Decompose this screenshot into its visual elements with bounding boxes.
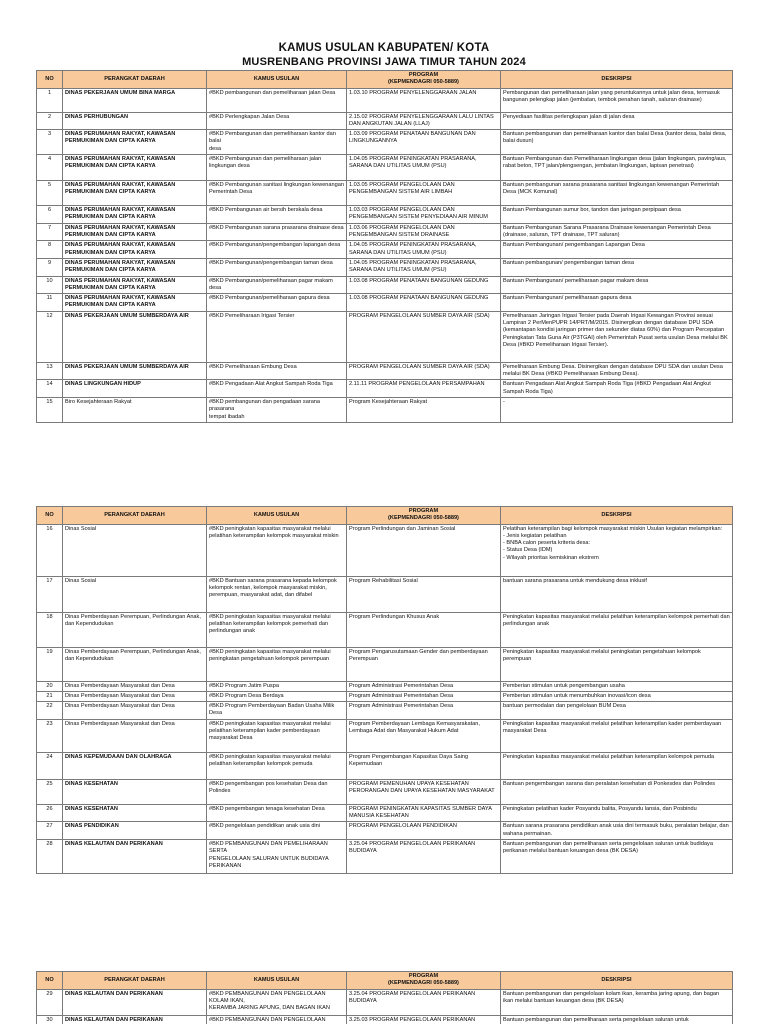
table-row xyxy=(37,88,733,112)
perangkat-daerah-cell: DINAS PEKERJAAN UMUM SUMBERDAYA AIR xyxy=(63,362,207,380)
table-row xyxy=(37,223,733,241)
kamus-usulan-cell: #BKD Pemeliharaan Embung Desa xyxy=(207,362,347,380)
deskripsi-cell: Bantuan pengembangan sarana dan peralatan kesehatan di Ponkesdes dan Polindes xyxy=(501,779,733,804)
deskripsi-cell: Bantuan Pengadaan Alat Angkut Sampah Roda Tiga (#BKD Pengadaan Alat Angkut Sampah Roda Tiga) xyxy=(501,380,733,398)
deskripsi-cell: Pemeliharaan Jaringan Irigasi Tersier pada Daerah Irigasi Kewangan Provinsi sesuai Lampiran 2 PerMenPUPR 14/PRT/M/2015. Disinergikan dengan database DPU SDA (kemantapan kondisi jaringan primer dan sekunder diatas 60%) dan Program Percepatan Peningkatan Tata Guna Air (P3TGAI) oleh Pemerintah Pusat serta usulan Desa melalui BK Desa (#BKD Pemeliharaan Irigasi Tersier). xyxy=(501,311,733,362)
deskripsi-cell: Bantuan pembangunan dan pemeliharaan kantor dan balai Desa (kantor desa, balai desa, balai dusun) xyxy=(501,130,733,155)
program-cell: 1.03.08 PROGRAM PENATAAN BANGUNAN GEDUNG xyxy=(347,294,501,312)
program-cell: 1.03.09 PROGRAM PENATAAN BANGUNAN DAN LINGKUNGANNYA xyxy=(347,130,501,155)
header-deskripsi: DESKRIPSI xyxy=(501,71,733,89)
no-cell: 23 xyxy=(37,719,63,752)
table-row xyxy=(37,206,733,224)
table-header-row xyxy=(37,71,733,89)
table-row xyxy=(37,112,733,130)
no-cell: 22 xyxy=(37,702,63,720)
deskripsi-cell: bantuan sarana prasarana untuk mendukung desa inklusif xyxy=(501,576,733,612)
program-cell: PROGRAM PENINGKATAN KAPASITAS SUMBER DAYA MANUSIA KESEHATAN xyxy=(347,804,501,822)
kamus-usulan-cell: #BKD peningkatan kapasitas masyarakat melalui pelatihan keterampilan kader pemberdayaan masyarakat Desa xyxy=(207,719,347,752)
header-no: NO xyxy=(37,71,63,89)
kamus-usulan-cell: #BKD peningkatan kapasitas masyarakat melalui pelatihan keterampilan kelompok masyarakat miskin xyxy=(207,524,347,576)
kamus-usulan-cell: #BKD Pembangunan/pengembangan taman desa xyxy=(207,258,347,276)
deskripsi-cell: - xyxy=(501,397,733,422)
no-cell: 15 xyxy=(37,397,63,422)
table-row xyxy=(37,752,733,779)
no-cell: 12 xyxy=(37,311,63,362)
table-row xyxy=(37,612,733,647)
kamus-usulan-cell: #BKD Pembangunan sanitasi lingkungan kewenangan Pemerintah Desa xyxy=(207,181,347,206)
no-cell: 13 xyxy=(37,362,63,380)
program-cell: Program Pengembangan Kapasitas Daya Saing Kepemudaan xyxy=(347,752,501,779)
program-cell: 1.03.10 PROGRAM PENYELENGGARAAN JALAN xyxy=(347,88,501,112)
perangkat-daerah-cell: DINAS PERUMAHAN RAKYAT, KAWASAN PERMUKIMAN DAN CIPTA KARYA xyxy=(63,241,207,259)
kamus-usulan-cell: #BKD pengelolaan pendidikan anak usia dini xyxy=(207,822,347,840)
no-cell: 18 xyxy=(37,612,63,647)
kamus-usulan-cell: #BKD peningkatan kapasitas masyarakat melalui peningkatan pengetahuan kelompok perempuan xyxy=(207,647,347,681)
program-cell: Program Pemberdayaan Lembaga Kemasyarakatan, Lembaga Adat dan Masyarakat Hukum Adat xyxy=(347,719,501,752)
header-no: NO xyxy=(37,507,63,525)
perangkat-daerah-cell: Biro Kesejahteraan Rakyat xyxy=(63,397,207,422)
no-cell: 5 xyxy=(37,181,63,206)
header-deskripsi: DESKRIPSI xyxy=(501,507,733,525)
program-cell: 1.04.05 PROGRAM PENINGKATAN PRASARANA, SARANA DAN UTILITAS UMUM (PSU) xyxy=(347,258,501,276)
perangkat-daerah-cell: DINAS KEPEMUDAAN DAN OLAHRAGA xyxy=(63,752,207,779)
header-perangkat-daerah: PERANGKAT DAERAH xyxy=(63,507,207,525)
kamus-usulan-cell: #BKD pengembangan pos kesehatan Desa dan Polindes xyxy=(207,779,347,804)
deskripsi-cell: Bantuan Pembangunan dan Pemeliharaan lingkungan desa (jalan lingkungan, paving/aus, rabat beton, TPT jalan/plengsengan, jembatan lingkungan, lapisan penetrasi) xyxy=(501,155,733,181)
no-cell: 27 xyxy=(37,822,63,840)
header-program: PROGRAM (KEPMENDAGRI 050-5889) xyxy=(347,507,501,525)
program-cell: PROGRAM PENGELOLAAN SUMBER DAYA AIR (SDA) xyxy=(347,362,501,380)
table-row xyxy=(37,822,733,840)
no-cell: 24 xyxy=(37,752,63,779)
table-row xyxy=(37,576,733,612)
no-cell: 16 xyxy=(37,524,63,576)
deskripsi-cell: Pelatihan keterampilan bagi kelompok masyarakat miskin Usulan kegiatan melampirkan: - Jenis kegiatan pelatihan - BNBA calon peserta kriteria desa: - Status Desa (IDM) - Wilayah prioritas kemiskinan ekstrem xyxy=(501,524,733,576)
deskripsi-cell: Peningkatan pelatihan kader Posyandu balita, Posyandu lansia, dan Posbindu xyxy=(501,804,733,822)
kamus-usulan-cell: #BKD Pembangunan sarana prasarana drainase desa xyxy=(207,223,347,241)
perangkat-daerah-cell: DINAS PERUMAHAN RAKYAT, KAWASAN PERMUKIMAN DAN CIPTA KARYA xyxy=(63,258,207,276)
table-row xyxy=(37,1015,733,1024)
kamus-usulan-cell: #BKD pengembangan tenaga kesehatan Desa xyxy=(207,804,347,822)
kamus-usulan-cell: #BKD PEMBANGUNAN DAN PENGELOLAAN xyxy=(207,1015,347,1024)
header-kamus-usulan: KAMUS USULAN xyxy=(207,507,347,525)
deskripsi-cell: Bantuan pembangunan sarana prasarana sanitasi lingkungan kewenangan Pemerintah Desa (MCK Komunal) xyxy=(501,181,733,206)
no-cell: 17 xyxy=(37,576,63,612)
program-cell: Program Administrasi Pemerintahan Desa xyxy=(347,691,501,701)
program-cell: PROGRAM PENGELOLAAN PENDIDIKAN xyxy=(347,822,501,840)
deskripsi-cell: Bantuan Pembangunan/ pemeliharaan gapura desa xyxy=(501,294,733,312)
perangkat-daerah-cell: Dinas Pemberdayaan Perempuan, Perlindungan Anak, dan Kependudukan xyxy=(63,612,207,647)
no-cell: 7 xyxy=(37,223,63,241)
program-cell: Program Administrasi Pemerintahan Desa xyxy=(347,681,501,691)
no-cell: 28 xyxy=(37,839,63,873)
no-cell: 4 xyxy=(37,155,63,181)
program-cell: 1.03.06 PROGRAM PENGELOLAAN DAN PENGEMBANGAN SISTEM DRAINASE xyxy=(347,223,501,241)
header-perangkat-daerah: PERANGKAT DAERAH xyxy=(63,71,207,89)
table-header-row xyxy=(37,972,733,990)
no-cell: 9 xyxy=(37,258,63,276)
kamus-table-3 xyxy=(36,971,733,1024)
table-row xyxy=(37,276,733,294)
perangkat-daerah-cell: DINAS PERUMAHAN RAKYAT, KAWASAN PERMUKIMAN DAN CIPTA KARYA xyxy=(63,181,207,206)
deskripsi-cell: Bantuan pembangunan dan pengelolaan kolam ikan, keramba jaring apung, dan bagan ikan melalui bantuan keuangan desa (BK DESA) xyxy=(501,989,733,1015)
program-cell: 3.25.04 PROGRAM PENGELOLAAN PERIKANAN BUDIDAYA xyxy=(347,989,501,1015)
perangkat-daerah-cell: DINAS KELAUTAN DAN PERIKANAN xyxy=(63,1015,207,1024)
table-row xyxy=(37,779,733,804)
table-row xyxy=(37,839,733,873)
deskripsi-cell: Bantuan pembangunan dan pemeliharaan serta pengelolaan saluran untuk budidaya perikanan melalui bantuan keuangan desa (BK DESA) xyxy=(501,839,733,873)
perangkat-daerah-cell: Dinas Pemberdayaan Masyarakat dan Desa xyxy=(63,719,207,752)
kamus-usulan-cell: #BKD Bantuan sarana prasarana kepada kelompok kelompok rentan, kelompok masyarakat miskin, perempuan, masyarakat adat, dan difabel xyxy=(207,576,347,612)
no-cell: 25 xyxy=(37,779,63,804)
perangkat-daerah-cell: DINAS PEKERJAAN UMUM SUMBERDAYA AIR xyxy=(63,311,207,362)
table-row xyxy=(37,362,733,380)
table-row xyxy=(37,804,733,822)
program-cell: 3.25.04 PROGRAM PENGELOLAAN PERIKANAN BUDIDAYA xyxy=(347,839,501,873)
header-program: PROGRAM (KEPMENDAGRI 050-5889) xyxy=(347,972,501,990)
table-row xyxy=(37,181,733,206)
deskripsi-cell: Bantuan pembangunan/ pengembangan taman desa xyxy=(501,258,733,276)
perangkat-daerah-cell: DINAS PENDIDIKAN xyxy=(63,822,207,840)
perangkat-daerah-cell: Dinas Pemberdayaan Perempuan, Perlindungan Anak, dan Kependudukan xyxy=(63,647,207,681)
perangkat-daerah-cell: DINAS PERHUBUNGAN xyxy=(63,112,207,130)
no-cell: 20 xyxy=(37,681,63,691)
program-cell: 1.03.03 PROGRAM PENGELOLAAN DAN PENGEMBANGAN SISTEM PENYEDIAAN AIR MINUM xyxy=(347,206,501,224)
perangkat-daerah-cell: DINAS KELAUTAN DAN PERIKANAN xyxy=(63,989,207,1015)
perangkat-daerah-cell: Dinas Pemberdayaan Masyarakat dan Desa xyxy=(63,691,207,701)
no-cell: 10 xyxy=(37,276,63,294)
kamus-table-2 xyxy=(36,506,733,874)
kamus-usulan-cell: #BKD Program Pemberdayaan Badan Usaha Milik Desa xyxy=(207,702,347,720)
kamus-usulan-cell: #BKD Pembangunan dan pemeliharaan kantor dan balai desa xyxy=(207,130,347,155)
perangkat-daerah-cell: DINAS PERUMAHAN RAKYAT, KAWASAN PERMUKIMAN DAN CIPTA KARYA xyxy=(63,130,207,155)
kamus-usulan-cell: #BKD Perlengkapan Jalan Desa xyxy=(207,112,347,130)
table-row xyxy=(37,294,733,312)
table-row xyxy=(37,258,733,276)
program-cell: Program Kesejahteraan Rakyat xyxy=(347,397,501,422)
program-cell: Program Perlindungan dan Jaminan Sosial xyxy=(347,524,501,576)
kamus-usulan-cell: #BKD Program Jatim Puspa xyxy=(207,681,347,691)
program-cell: 1.04.05 PROGRAM PENINGKATAN PRASARANA, SARANA DAN UTILITAS UMUM (PSU) xyxy=(347,155,501,181)
no-cell: 1 xyxy=(37,88,63,112)
deskripsi-cell: Pemeliharaan Embung Desa. Disinergikan dengan database DPU SDA dan usulan Desa melalui BK Desa (#BKD Pemeliharaan Embung Desa). xyxy=(501,362,733,380)
no-cell: 3 xyxy=(37,130,63,155)
no-cell: 30 xyxy=(37,1015,63,1024)
perangkat-daerah-cell: DINAS PEKERJAAN UMUM BINA MARGA xyxy=(63,88,207,112)
program-cell: 1.03.05 PROGRAM PENGELOLAAN DAN PENGEMBANGAN SISTEM AIR LIMBAH xyxy=(347,181,501,206)
perangkat-daerah-cell: DINAS PERUMAHAN RAKYAT, KAWASAN PERMUKIMAN DAN CIPTA KARYA xyxy=(63,223,207,241)
deskripsi-cell: Pemberian stimulan untuk pengembangan usaha xyxy=(501,681,733,691)
table-row xyxy=(37,311,733,362)
program-cell: 1.04.05 PROGRAM PENINGKATAN PRASARANA, SARANA DAN UTILITAS UMUM (PSU) xyxy=(347,241,501,259)
perangkat-daerah-cell: Dinas Sosial xyxy=(63,524,207,576)
program-cell: PROGRAM PENGELOLAAN SUMBER DAYA AIR (SDA) xyxy=(347,311,501,362)
deskripsi-cell: Bantuan Pembangunan Sarana Prasarana Drainase kewenangan Pemerintah Desa (drainase, saluran, TPT drainase, TPT saluran) xyxy=(501,223,733,241)
perangkat-daerah-cell: Dinas Pemberdayaan Masyarakat dan Desa xyxy=(63,681,207,691)
deskripsi-cell: Bantuan Pembangunan/ pemeliharaan pagar makam desa xyxy=(501,276,733,294)
no-cell: 11 xyxy=(37,294,63,312)
kamus-usulan-cell: #BKD Pembangunan dan pemeliharaan jalan lingkungan desa xyxy=(207,155,347,181)
table-row xyxy=(37,647,733,681)
header-kamus-usulan: KAMUS USULAN xyxy=(207,972,347,990)
table-row xyxy=(37,241,733,259)
document-subtitle: MUSRENBANG PROVINSI JAWA TIMUR TAHUN 2024 xyxy=(242,56,526,68)
no-cell: 21 xyxy=(37,691,63,701)
perangkat-daerah-cell: DINAS PERUMAHAN RAKYAT, KAWASAN PERMUKIMAN DAN CIPTA KARYA xyxy=(63,276,207,294)
deskripsi-cell: Peningkatan kapasitas masyarakat melalui peningkatan pengetahuan kelompok perempuan xyxy=(501,647,733,681)
table-header-row xyxy=(37,507,733,525)
deskripsi-cell: Peningkatan kapasitas masyarakat melalui pelatihan keterampilan kader pemberdayaan masyarakat Desa xyxy=(501,719,733,752)
deskripsi-cell: Peningkatan kapasitas masyarakat melalui pelatihan keterampilan kelompok pemerhati dan perlindungan anak xyxy=(501,612,733,647)
deskripsi-cell: bantuan permodalan dan pengelolaan BUM Desa xyxy=(501,702,733,720)
kamus-usulan-cell: #BKD Pembangunan air bersih berskala desa xyxy=(207,206,347,224)
no-cell: 29 xyxy=(37,989,63,1015)
kamus-usulan-cell: #BKD Pembangunan/pengembangan lapangan desa xyxy=(207,241,347,259)
header-perangkat-daerah: PERANGKAT DAERAH xyxy=(63,972,207,990)
kamus-usulan-cell: #BKD pembangunan dan pemeliharaan jalan Desa xyxy=(207,88,347,112)
deskripsi-cell: Peningkatan kapasitas masyarakat melalui pelatihan keterampilan kelompok pemuda xyxy=(501,752,733,779)
deskripsi-cell: Penyediaan fasilitas perlengkapan jalan di jalan desa xyxy=(501,112,733,130)
no-cell: 2 xyxy=(37,112,63,130)
kamus-usulan-cell: #BKD Pembangunan/pemeliharaan pagar makam desa xyxy=(207,276,347,294)
program-cell: Program Perlindungan Khusus Anak xyxy=(347,612,501,647)
program-cell: Program Rehabilitasi Sosial xyxy=(347,576,501,612)
program-cell: 2.11.11 PROGRAM PENGELOLAAN PERSAMPAHAN xyxy=(347,380,501,398)
header-kamus-usulan: KAMUS USULAN xyxy=(207,71,347,89)
perangkat-daerah-cell: DINAS PERUMAHAN RAKYAT, KAWASAN PERMUKIMAN DAN CIPTA KARYA xyxy=(63,294,207,312)
perangkat-daerah-cell: DINAS PERUMAHAN RAKYAT, KAWASAN PERMUKIMAN DAN CIPTA KARYA xyxy=(63,155,207,181)
header-deskripsi: DESKRIPSI xyxy=(501,972,733,990)
kamus-usulan-cell: #BKD Pemeliharaan Irigasi Tersier xyxy=(207,311,347,362)
table-row xyxy=(37,397,733,422)
program-cell: 1.03.08 PROGRAM PENATAAN BANGUNAN GEDUNG xyxy=(347,276,501,294)
deskripsi-cell: Bantuan Pembangunan/ pengembangan Lapangan Desa xyxy=(501,241,733,259)
perangkat-daerah-cell: DINAS KELAUTAN DAN PERIKANAN xyxy=(63,839,207,873)
kamus-usulan-cell: #BKD PEMBANGUNAN DAN PEMELIHARAAN SERTA PENGELOLAAN SALURAN UNTUK BUDIDAYA PERIKANAN xyxy=(207,839,347,873)
no-cell: 26 xyxy=(37,804,63,822)
deskripsi-cell: Bantuan pembangunan dan pemeliharaan serta pengelolaan saluran untuk xyxy=(501,1015,733,1024)
deskripsi-cell: Pemberian stimulan untuk menumbuhkan inovasi/icon desa xyxy=(501,691,733,701)
deskripsi-cell: Bantuan sarana prasarana pendidikan anak usia dini termasuk buku, peralatan belajar, dan wahana permainan. xyxy=(501,822,733,840)
table-row xyxy=(37,681,733,691)
kamus-table-1 xyxy=(36,70,733,423)
table-row xyxy=(37,702,733,720)
table-row xyxy=(37,524,733,576)
no-cell: 19 xyxy=(37,647,63,681)
deskripsi-cell: Pembangunan dan pemeliharaan jalan yang peruntukannya untuk jalan desa, termasuk bangunan pelengkap jalan (jembatan, tembok penahan tanah, saluran drainase) xyxy=(501,88,733,112)
no-cell: 6 xyxy=(37,206,63,224)
program-cell: Program Administrasi Pemerintahan Desa xyxy=(347,702,501,720)
table-row xyxy=(37,155,733,181)
no-cell: 8 xyxy=(37,241,63,259)
perangkat-daerah-cell: Dinas Sosial xyxy=(63,576,207,612)
kamus-usulan-cell: #BKD peningkatan kapasitas masyarakat melalui pelatihan keterampilan kelompok pemerhati dan perlindungan anak xyxy=(207,612,347,647)
perangkat-daerah-cell: DINAS KESEHATAN xyxy=(63,804,207,822)
header-no: NO xyxy=(37,972,63,990)
table-row xyxy=(37,130,733,155)
program-cell: 3.25.03 PROGRAM PENGELOLAAN PERIKANAN xyxy=(347,1015,501,1024)
perangkat-daerah-cell: DINAS KESEHATAN xyxy=(63,779,207,804)
table-row xyxy=(37,989,733,1015)
header-program: PROGRAM (KEPMENDAGRI 050-5889) xyxy=(347,71,501,89)
deskripsi-cell: Bantuan Pembangunan sumur bor, tandon dan jaringan perpipaan desa xyxy=(501,206,733,224)
perangkat-daerah-cell: DINAS LINGKUNGAN HIDUP xyxy=(63,380,207,398)
table-row xyxy=(37,719,733,752)
kamus-usulan-cell: #BKD peningkatan kapasitas masyarakat melalui pelatihan keterampilan kelompok pemuda xyxy=(207,752,347,779)
table-row xyxy=(37,380,733,398)
no-cell: 14 xyxy=(37,380,63,398)
kamus-usulan-cell: #BKD pembangunan dan pengadaan sarana prasarana tempat ibadah xyxy=(207,397,347,422)
program-cell: PROGRAM PEMENUHAN UPAYA KESEHATAN PERORANGAN DAN UPAYA KESEHATAN MASYARAKAT xyxy=(347,779,501,804)
perangkat-daerah-cell: DINAS PERUMAHAN RAKYAT, KAWASAN PERMUKIMAN DAN CIPTA KARYA xyxy=(63,206,207,224)
program-cell: Program Pengarusutamaan Gender dan pemberdayaan Perempuan xyxy=(347,647,501,681)
kamus-usulan-cell: #BKD Pengadaan Alat Angkut Sampah Roda Tiga xyxy=(207,380,347,398)
perangkat-daerah-cell: Dinas Pemberdayaan Masyarakat dan Desa xyxy=(63,702,207,720)
kamus-usulan-cell: #BKD Pembangunan/pemeliharaan gapura desa xyxy=(207,294,347,312)
kamus-usulan-cell: #BKD Program Desa Berdaya xyxy=(207,691,347,701)
table-row xyxy=(37,691,733,701)
program-cell: 2.15.02 PROGRAM PENYELENGGARAAN LALU LINTAS DAN ANGKUTAN JALAN (LLAJ) xyxy=(347,112,501,130)
kamus-usulan-cell: #BKD PEMBANGUNAN DAN PENGELOLAAN KOLAM IKAN, KERAMBA JARING APUNG, DAN BAGAN IKAN xyxy=(207,989,347,1015)
document-title: KAMUS USULAN KABUPATEN/ KOTA xyxy=(278,42,490,54)
